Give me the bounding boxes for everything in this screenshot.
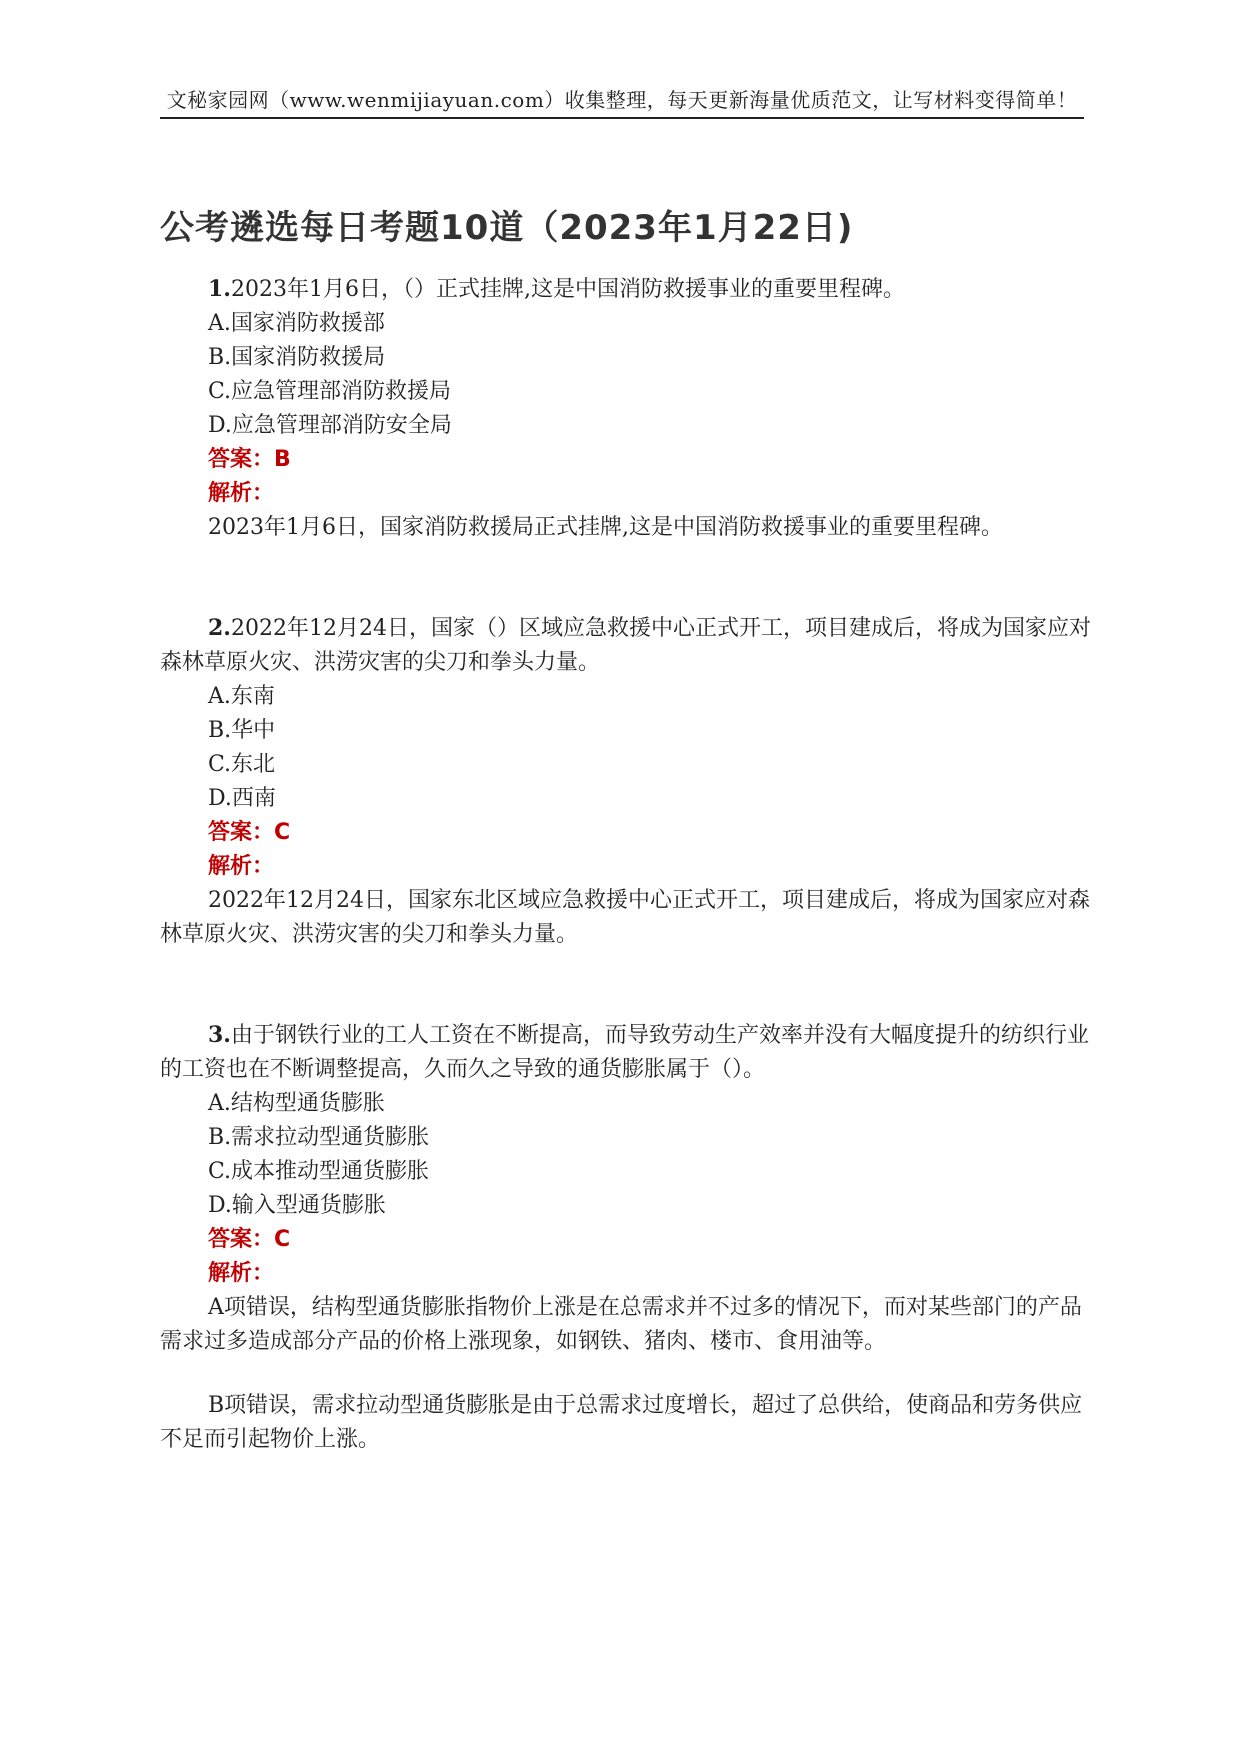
option-b: B.华中 [208, 718, 276, 743]
answer-line [160, 816, 1094, 850]
analysis-label: 解析： [208, 481, 275, 506]
question-text: 2022年12月24日，国家（）区域应急救援中心正式开工，项目建成后，将成为国家应对森林草原火灾、洪涝灾害的尖刀和拳头力量。 [160, 616, 1091, 675]
question-number: 1. [208, 276, 231, 302]
analysis-text: 2023年1月6日，国家消防救援局正式挂牌,这是中国消防救援事业的重要里程碑。 [208, 515, 1003, 540]
option-d: D.输入型通货膨胀 [208, 1193, 386, 1218]
option-c: C.东北 [208, 752, 276, 777]
answer-value: C [274, 820, 291, 845]
question-1 [160, 272, 1094, 545]
option-c: C.应急管理部消防救援局 [208, 379, 452, 404]
question-3 [160, 1018, 1094, 1457]
option-d: D.西南 [208, 786, 276, 811]
answer-line [160, 1223, 1094, 1257]
option-b: B.需求拉动型通货膨胀 [208, 1125, 430, 1150]
question-2 [160, 611, 1094, 952]
analysis-text: 2022年12月24日，国家东北区域应急救援中心正式开工，项目建成后，将成为国家应对森林草原火灾、洪涝灾害的尖刀和拳头力量。 [160, 888, 1090, 947]
answer-value: B [274, 447, 291, 472]
answer-line [160, 443, 1094, 477]
answer-label: 答案： [208, 447, 275, 472]
question-list [160, 272, 1094, 1523]
option-d: D.应急管理部消防安全局 [208, 413, 452, 438]
answer-label: 答案： [208, 820, 275, 845]
option-b: B.国家消防救援局 [208, 345, 386, 370]
analysis-label: 解析： [208, 854, 275, 879]
paragraph-gap [160, 1359, 1094, 1389]
analysis-label: 解析： [208, 1261, 275, 1286]
answer-value: C [274, 1227, 291, 1252]
page-header: 文秘家园网（www.wenmijiayuan.com）收集整理，每天更新海量优质范文，让写材料变得简单！ [160, 84, 1084, 119]
question-stem [160, 611, 1094, 680]
question-stem [160, 272, 1094, 307]
option-c: C.成本推动型通货膨胀 [208, 1159, 430, 1184]
analysis-text: A项错误，结构型通货膨胀指物价上涨是在总需求并不过多的情况下，而对某些部门的产品需求过多造成部分产品的价格上涨现象，如钢铁、猪肉、楼市、食用油等。 [160, 1295, 1082, 1354]
question-text: 2023年1月6日，（）正式挂牌,这是中国消防救援事业的重要里程碑。 [230, 277, 905, 302]
option-a: A.结构型通货膨胀 [208, 1091, 385, 1116]
page-title: 公考遴选每日考题10道（2023年1月22日) [160, 208, 854, 248]
question-text: 由于钢铁行业的工人工资在不断提高，而导致劳动生产效率并没有大幅度提升的纺织行业的工资也在不断调整提高，久而久之导致的通货膨胀属于（）。 [160, 1023, 1089, 1082]
question-number: 3. [208, 1022, 231, 1048]
option-a: A.东南 [208, 684, 275, 709]
option-a: A.国家消防救援部 [208, 311, 385, 336]
question-stem [160, 1018, 1094, 1087]
question-number: 2. [208, 615, 231, 641]
analysis-text: B项错误，需求拉动型通货膨胀是由于总需求过度增长，超过了总供给，使商品和劳务供应不足而引起物价上涨。 [160, 1393, 1083, 1452]
answer-label: 答案： [208, 1227, 275, 1252]
